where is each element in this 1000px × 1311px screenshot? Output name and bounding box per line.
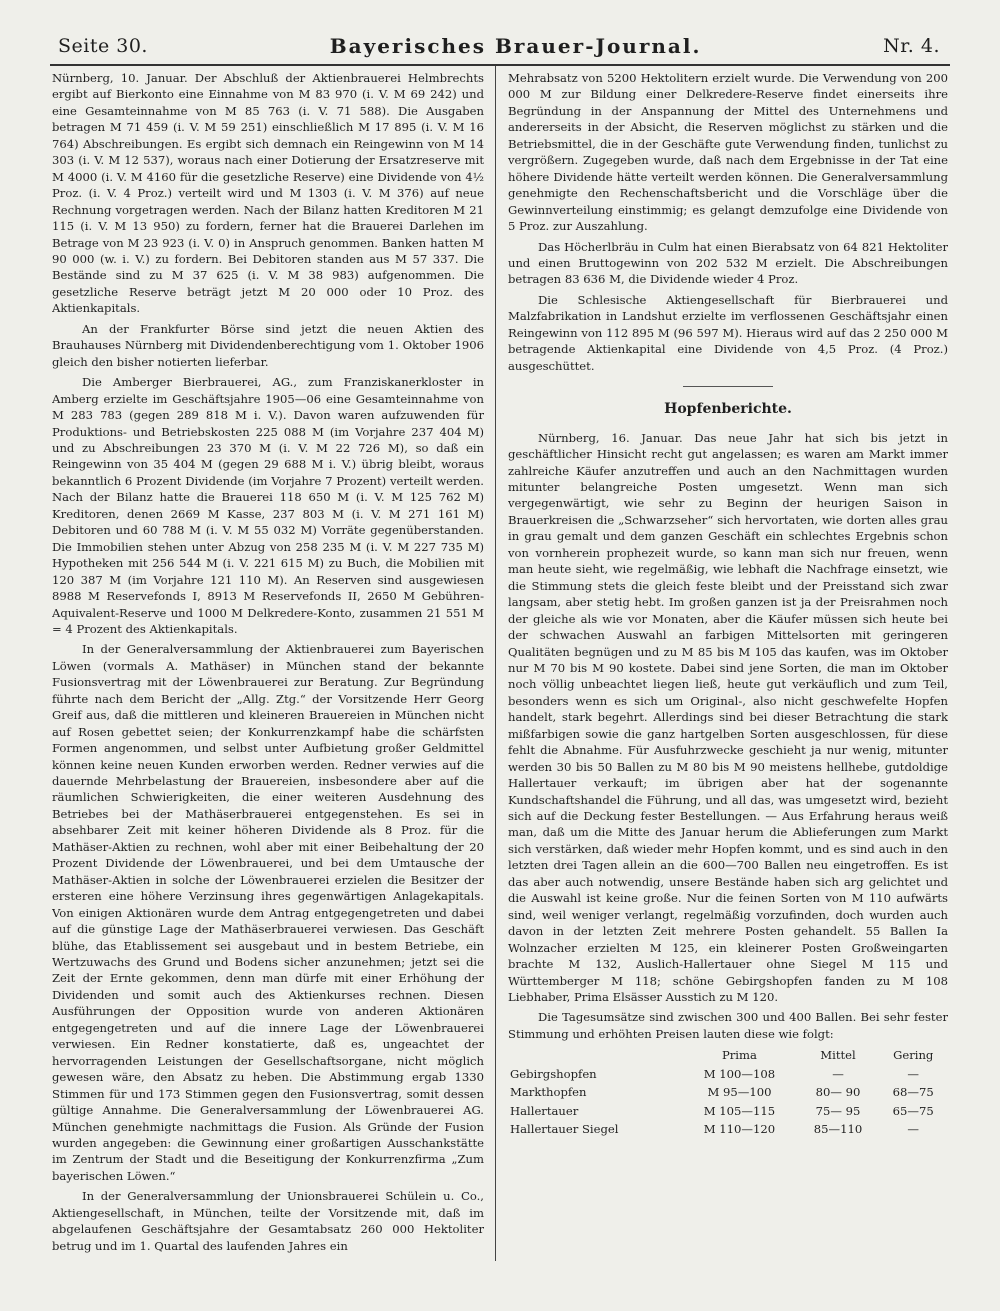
journal-title: Bayerisches Brauer-Journal. [329, 34, 702, 58]
hops-report-nuernberg: Nürnberg, 16. Januar. Das neue Jahr hat sich bis jetzt in geschäftlicher Hinsicht recht gut angelassen; es waren am Markt immer zahlreiche Käufer anzutreffen und auch an den Nachmittagen wurden mitunter belangreiche Posten umgesetzt. Wenn man sich vergegenwärtigt, wie sehr zu Beginn der heurigen Saison in Brauerkreisen die „Schwarzseher“ sich hervortaten, wie dorten alles grau in grau gemalt und dem ganzen Geschäft ein schlechtes Ergebnis schon von vornherein prophezeit wurde, so kann man sich nur freuen, wenn man heute sieht, wie regelmäßig, wie lebhaft die Nachfrage einsetzt, wie die Stimmung stets die gleich feste bleibt und der Preisstand sich zwar langsam, aber stetig hebt. Im großen ganzen ist ja der Preisrahmen noch der gleiche als wie vor Monaten, aber die Käufer müssen sich heute bei der schwachen Auswahl an farbigen Mittelsorten mit geringeren Qualitäten begnügen und zu M 85 bis M 105 das kaufen, was im Oktober nur M 70 bis M 90 kostete. Dabei sind jene Sorten, die man im Oktober noch völlig unbeachtet liegen ließ, heute gut verkäuflich und zum Teil, besonders wenn es sich um Original-, also nicht geschwefelte Hopfen handelt, stark begehrt. Allerdings sind bei dieser Betrachtung die stark mißfarbigen sowie die ganz hartgelben Sorten ausgeschlossen, für diese fehlt die Abnahme. Für Ausfuhrzwecke geschieht ja nur wenig, mitunter werden 30 bis 50 Ballen zu M 80 bis M 90 meistens hellhebe, gutdoldige Hallertauer verkauft; im übrigen aber hat der sogenannte Kundschaftshandel die Führung, und all das, was umgesetzt wird, bezieht sich auf die Deckung fester Bestellungen. — Aus Erfahrung heraus weiß man, daß um die Mitte des Januar herum die Ablieferungen zum Markt sich verstärken, daß wieder mehr Hopfen kommt, und es sind auch in den letzten drei Tagen allein an die 600—700 Ballen neu eingetroffen. Es ist das aber auch notwendig, unsere Bestände haben sich arg gelichtet und die Auswahl ist keine große. Nur die feinen Sorten von M 110 aufwärts sind, weil weniger verlangt, regelmäßig vorzufinden, doch wurden auch davon in der letzten Zeit mehrere Posten gehandelt. 55 Ballen Ia Wolnzacher erzielten M 125, ein kleinerer Posten Großweingarten brachte M 132, Auslich-Hallertauer ohne Siegel M 115 und Württemberger M 118; schöne Gebirgshopfen fanden zu M 108 Liebhaber, Prima Elsässer Ausstich zu M 120. [508, 430, 948, 1005]
price-table-header [508, 1046, 948, 1064]
article-loewenbrauerei-fusion: In der Generalversammlung der Aktienbrauerei zum Bayerischen Löwen (vormals A. Mathäser) in München stand der bekannte Fusionsvertrag mit der Löwenbrauerei zur Beratung. Zur Begründung führte nach dem Bericht der „Allg. Ztg.“ der Vorsitzende Herr Georg Greif aus, daß die mittleren und kleineren Brauereien in München nicht auf Rosen gebettet seien; der Konkurrenzkampf habe die schärfsten Formen angenommen, und selbst unter Aufbietung großer Geldmittel können keine neuen Kunden erworben werden. Redner verwies auf die dauernde Mehrbelastung der Brauereien, insbesondere aber auf die räumlichen Schwierigkeiten, die einer weiteren Ausdehnung des Betriebes bei der Mathäserbrauerei entgegenstehen. Es sei in absehbarer Zeit mit keiner höheren Dividende als 8 Proz. für die Mathäser-Aktien zu rechnen, wohl aber mit einer Beibehaltung der 20 Prozent Dividende der Löwenbrauerei, und bei dem Umtausche der Mathäser-Aktien in solche der Löwenbrauerei erzielen die Besitzer der ersteren eine höhere Verzinsung ihres gegenwärtigen Anlagekapitals. Von einigen Aktionären wurde dem Antrag entgegengetreten und dabei auf die günstige Lage der Mathäserbrauerei verwiesen. Das Geschäft blühe, das Etablissement sei ausgebaut und in bestem Betriebe, ein Wertzuwachs des Grund und Bodens sicher anzunehmen; jetzt sei die Zeit der Ernte gekommen, denn man dürfe mit einer Erhöhung der Dividenden und somit auch des Aktienkurses rechnen. Diesen Ausführungen der Opposition wurde von anderen Aktionären entgegengetreten und auf die innere Lage der Löwenbrauerei verwiesen. Ein Redner konstatierte, daß es, ungeachtet der hervorragenden Leistungen der Gesellschaftsorgane, nicht möglich gewesen wäre, den Absatz zu heben. Die Abstimmung ergab 1330 Stimmen für und 173 Stimmen gegen den Fusionsvertrag, somit dessen gültige Annahme. Die Generalversammlung der Löwenbrauerei AG. München genehmigte nachmittags die Fusion. Als Gründe der Fusion wurden angegeben: die Gewinnung einer großartigen Ausschankstätte im Zentrum der Stadt und die Beseitigung der Konkurrenzfirma „Zum bayerischen Löwen.“ [52, 642, 484, 1183]
price-prima: M 105—115 [703, 1103, 776, 1118]
article-amberg: Die Amberger Bierbrauerei, AG., zum Franziskanerkloster in Amberg erzielte im Geschäftsjahre 1905—06 eine Gesamteinnahme von M 283 783 (gegen 289 818 M i. V.). Davon waren aufzuwenden für Produktions- und Betriebskosten 225 088 M (im Vorjahre 237 404 M) und zu Abschreibungen 23 370 M (i. V. M 22 726 M), so daß ein Reingewinn von 35 404 M (gegen 29 688 M i. V.) übrig bleibt, woraus bekanntlich 6 Prozent Dividende (im Vorjahre 7 Prozent) verteilt werden. Nach der Bilanz hatte die Brauerei 118 650 M (i. V. M 125 762 M) Kreditoren, denen 2669 M Kasse, 237 803 M (i. V. M 271 161 M) Debitoren und 60 788 M (i. V. M 55 032 M) Vorräte gegenüberstanden. Die Immobilien stehen unter Abzug von 258 235 M (i. V. M 227 735 M) Hypotheken mit 256 544 M (i. V. 221 615 M) zu Buch, die Mobilien mit 120 387 M (im Vorjahre 121 110 M). An Reserven sind ausgewiesen 8988 M Reservefonds I, 8913 M Reservefonds II, 2650 M Gebühren-Aquivalent-Reserve und 1000 M Delkredere-Konto, zusammen 21 551 M = 4 Prozent des Aktienkapitals. [52, 375, 484, 636]
table-row [508, 1083, 948, 1101]
row-label: Hallertauer [510, 1103, 579, 1118]
article-hoecherlbraeu: Das Höcherlbräu in Culm hat einen Bierabsatz von 64 821 Hektoliter und einen Bruttogewinn von 202 532 M erzielt. Die Abschreibungen betragen 83 636 M, die Dividende wieder 4 Proz. [508, 239, 948, 287]
price-gering: 65—75 [892, 1103, 934, 1118]
row-label: Hallertauer Siegel [510, 1122, 619, 1137]
table-row [508, 1120, 948, 1138]
price-prima: M 100—108 [703, 1066, 776, 1081]
article-unionsbrauerei: In der Generalversammlung der Unionsbrauerei Schülein u. Co., Aktiengesellschaft, in München, teilte der Vorsitzende mit, daß im abgelaufenen Geschäftsjahre der Gesamtabsatz 260 000 Hektoliter betrug und im 1. Quartal des laufenden Jahres ein [52, 1189, 484, 1253]
article-helmbrechts: Nürnberg, 10. Januar. Der Abschluß der Aktienbrauerei Helmbrechts ergibt auf Bierkonto eine Einnahme von M 83 970 (i. V. M 69 242) und eine Gesamteinnahme von M 85 763 (i. V. 71 588). Die Ausgaben betragen M 71 459 (i. V. M 59 251) einschließlich M 17 895 (i. V. M 16 764) Abschreibungen. Es ergibt sich demnach ein Reingewinn von M 14 303 (i. V. M 12 537), woraus nach einer Dotierung der Ersatzreserve mit M 4000 (i. V. M 4160 für die gesetzliche Reserve) eine Dividende von 4½ Proz. (i. V. 4 Proz.) verteilt wird und M 1303 (i. V. M 376) auf neue Rechnung vorgetragen werden. Nach der Bilanz hatten Kreditoren M 21 115 (i. V. M 13 950) zu fordern, ferner hat die Brauerei Darlehen im Betrage von M 23 923 (i. V. 0) in Anspruch genommen. Banken hatten M 90 000 (w. i. V.) zu fordern. Bei Debitoren standen aus M 57 337. Die Bestände sind zu M 37 625 (i. V. M 38 983) aufgenommen. Die gesetzliche Reserve beträgt jetzt M 20 000 oder 10 Proz. des Aktienkapitals. [52, 71, 484, 316]
header-blank [508, 1046, 681, 1064]
table-row [508, 1065, 948, 1083]
column-divider [495, 66, 496, 1261]
price-prima: M 95—100 [707, 1085, 772, 1100]
hop-price-table [508, 1046, 948, 1138]
price-gering: — [907, 1066, 920, 1081]
price-mittel: 80— 90 [815, 1085, 861, 1100]
price-mittel: 75— 95 [815, 1103, 861, 1118]
article-unionsbrauerei-continued: Mehrabsatz von 5200 Hektolitern erzielt wurde. Die Verwendung von 200 000 M zur Bildung einer Delkredere-Reserve findet einerseits ihre Begründung in der Anspannung der Mittel des Unternehmens und andererseits in der Absicht, die Reserven möglichst zu stärken und die Betriebsmittel, die in der Geschäfte gute Verwendung finden, tunlichst zu vergrößern. Zugegeben wurde, daß nach dem Ergebnisse in der Tat eine höhere Dividende hätte verteilt werden können. Die Generalversammlung genehmigte den Rechenschaftsbericht und die Vorschläge über die Gewinnverteilung einstimmig; es gelangt demzufolge eine Dividende von 5 Proz. zur Auszahlung. [508, 71, 948, 234]
right-column [508, 70, 948, 1270]
row-label: Gebirgshopfen [510, 1066, 597, 1081]
price-gering: — [907, 1122, 920, 1137]
article-frankfurt-boerse: An der Frankfurter Börse sind jetzt die neuen Aktien des Brauhauses Nürnberg mit Dividendenberechtigung vom 1. Oktober 1906 gleich den bisher notierten lieferbar. [52, 321, 484, 369]
price-mittel: — [832, 1066, 844, 1081]
hops-daily-sales: Die Tagesumsätze sind zwischen 300 und 400 Ballen. Bei sehr fester Stimmung und erhöhten Preisen lauten diese wie folgt: [508, 1010, 948, 1041]
price-mittel: 85—110 [813, 1122, 863, 1137]
page-header [58, 28, 940, 64]
header-gering: Gering [893, 1048, 934, 1063]
price-gering: 68—75 [892, 1085, 934, 1100]
table-row [508, 1102, 948, 1120]
header-mittel: Mittel [820, 1048, 856, 1063]
section-separator [683, 386, 773, 387]
article-schlesische: Die Schlesische Aktiengesellschaft für Bierbrauerei und Malzfabrikation in Landshut erzielte im verflossenen Geschäftsjahr einen Reingewinn von 112 895 M (96 597 M). Hieraus wird auf das 2 250 000 M betragende Aktienkapital eine Dividende von 4,5 Proz. (4 Proz.) ausgeschüttet. [508, 292, 948, 373]
header-rule [50, 64, 950, 66]
price-prima: M 110—120 [703, 1122, 776, 1137]
issue-number: Nr. 4. [883, 35, 940, 57]
row-label: Markthopfen [510, 1085, 587, 1100]
page-number: Seite 30. [58, 35, 148, 57]
section-title-hopfenberichte: Hopfenberichte. [664, 401, 792, 418]
header-prima: Prima [721, 1048, 757, 1063]
left-column [52, 70, 484, 1270]
